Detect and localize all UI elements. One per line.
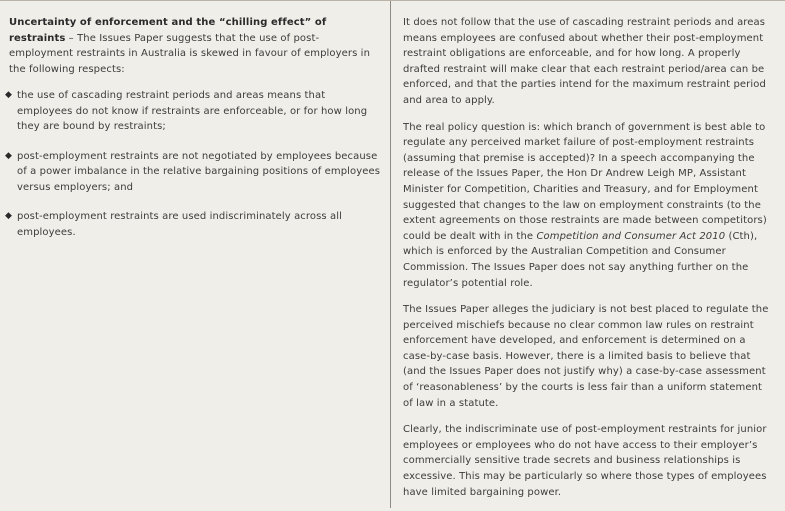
left-column [5, 15, 381, 254]
column-divider [390, 1, 391, 508]
bullet-text: post-employment restraints are not negotiated by employees because of a power imbalance in the relative bargaining positions of employees versus employers; and [17, 150, 381, 193]
bullet-text: the use of cascading restraint periods and areas means that employees do not know if restraints are enforceable, or for how long they are bound by restraints; [17, 90, 368, 132]
heading-dash: – [65, 32, 78, 44]
diamond-bullet-icon: ◆ [5, 150, 13, 161]
right-column [403, 15, 775, 511]
paragraph-text: (Cth), which is enforced by the Australian Competition and Consumer Commission. The Issues Paper does not say anything further on the regulator’s potential role. [403, 230, 758, 289]
bullet-item [5, 209, 381, 240]
paragraph-text: The real policy question is: which branch of government is best able to regulate any perceived market failure of post-employment restraints (assuming that premise is accepted)? In a speech accompanying the release of the Issues Paper, the Hon Dr Andrew Leigh MP, Assistant Minister for Competition, Charities and Treasury, and for Employment suggested that changes to the law on employment constraints (to the extent agreements on those restraints are made between competitors) could be dealt with in the [403, 121, 767, 242]
act-title: Competition and Consumer Act 2010 [536, 230, 726, 242]
paragraph-cascading: It does not follow that the use of cascading restraint periods and areas means employees are confused about whether their post-employment restraint obligations are enforceable, and for how long. A properly drafted restraint will make clear that each restraint period/area can be enforced, and that the parties intend for the maximum restraint period and area to apply. [403, 17, 766, 106]
intro-paragraph [9, 15, 381, 77]
diamond-bullet-icon: ◆ [5, 211, 13, 221]
section-heading: Uncertainty of enforcement and the “chilling effect” of restraints [9, 17, 327, 44]
intro-text: The Issues Paper suggests that the use of post-employment restraints in Australia is skewed in favour of employers in the following respects: [9, 32, 371, 75]
bullet-item [5, 88, 381, 135]
diamond-bullet-icon: ◆ [5, 90, 13, 100]
paragraph-judiciary: The Issues Paper alleges the judiciary is not best placed to regulate the perceived mischiefs because no clear common law rules on restraint enforcement have developed, and enforcement is determined on a case-by-case basis. However, there is a limited basis to believe that (and the Issues Paper does not justify why) a case-by-case assessment of ‘reasonableness’ by the courts is less fair than a uniform statement of law in a statute. [403, 304, 769, 409]
bullet-item [5, 149, 381, 196]
paragraph-indiscriminate-use: Clearly, the indiscriminate use of post-employment restraints for junior employees or employees who do not have access to their employer’s commercially sensitive trade secrets and business relationships is excessive. This may be particularly so where those types of employees have limited bargaining power. [403, 424, 767, 498]
paragraph-policy-question [403, 120, 775, 292]
bullet-text: post-employment restraints are used indiscriminately across all employees. [17, 211, 343, 238]
